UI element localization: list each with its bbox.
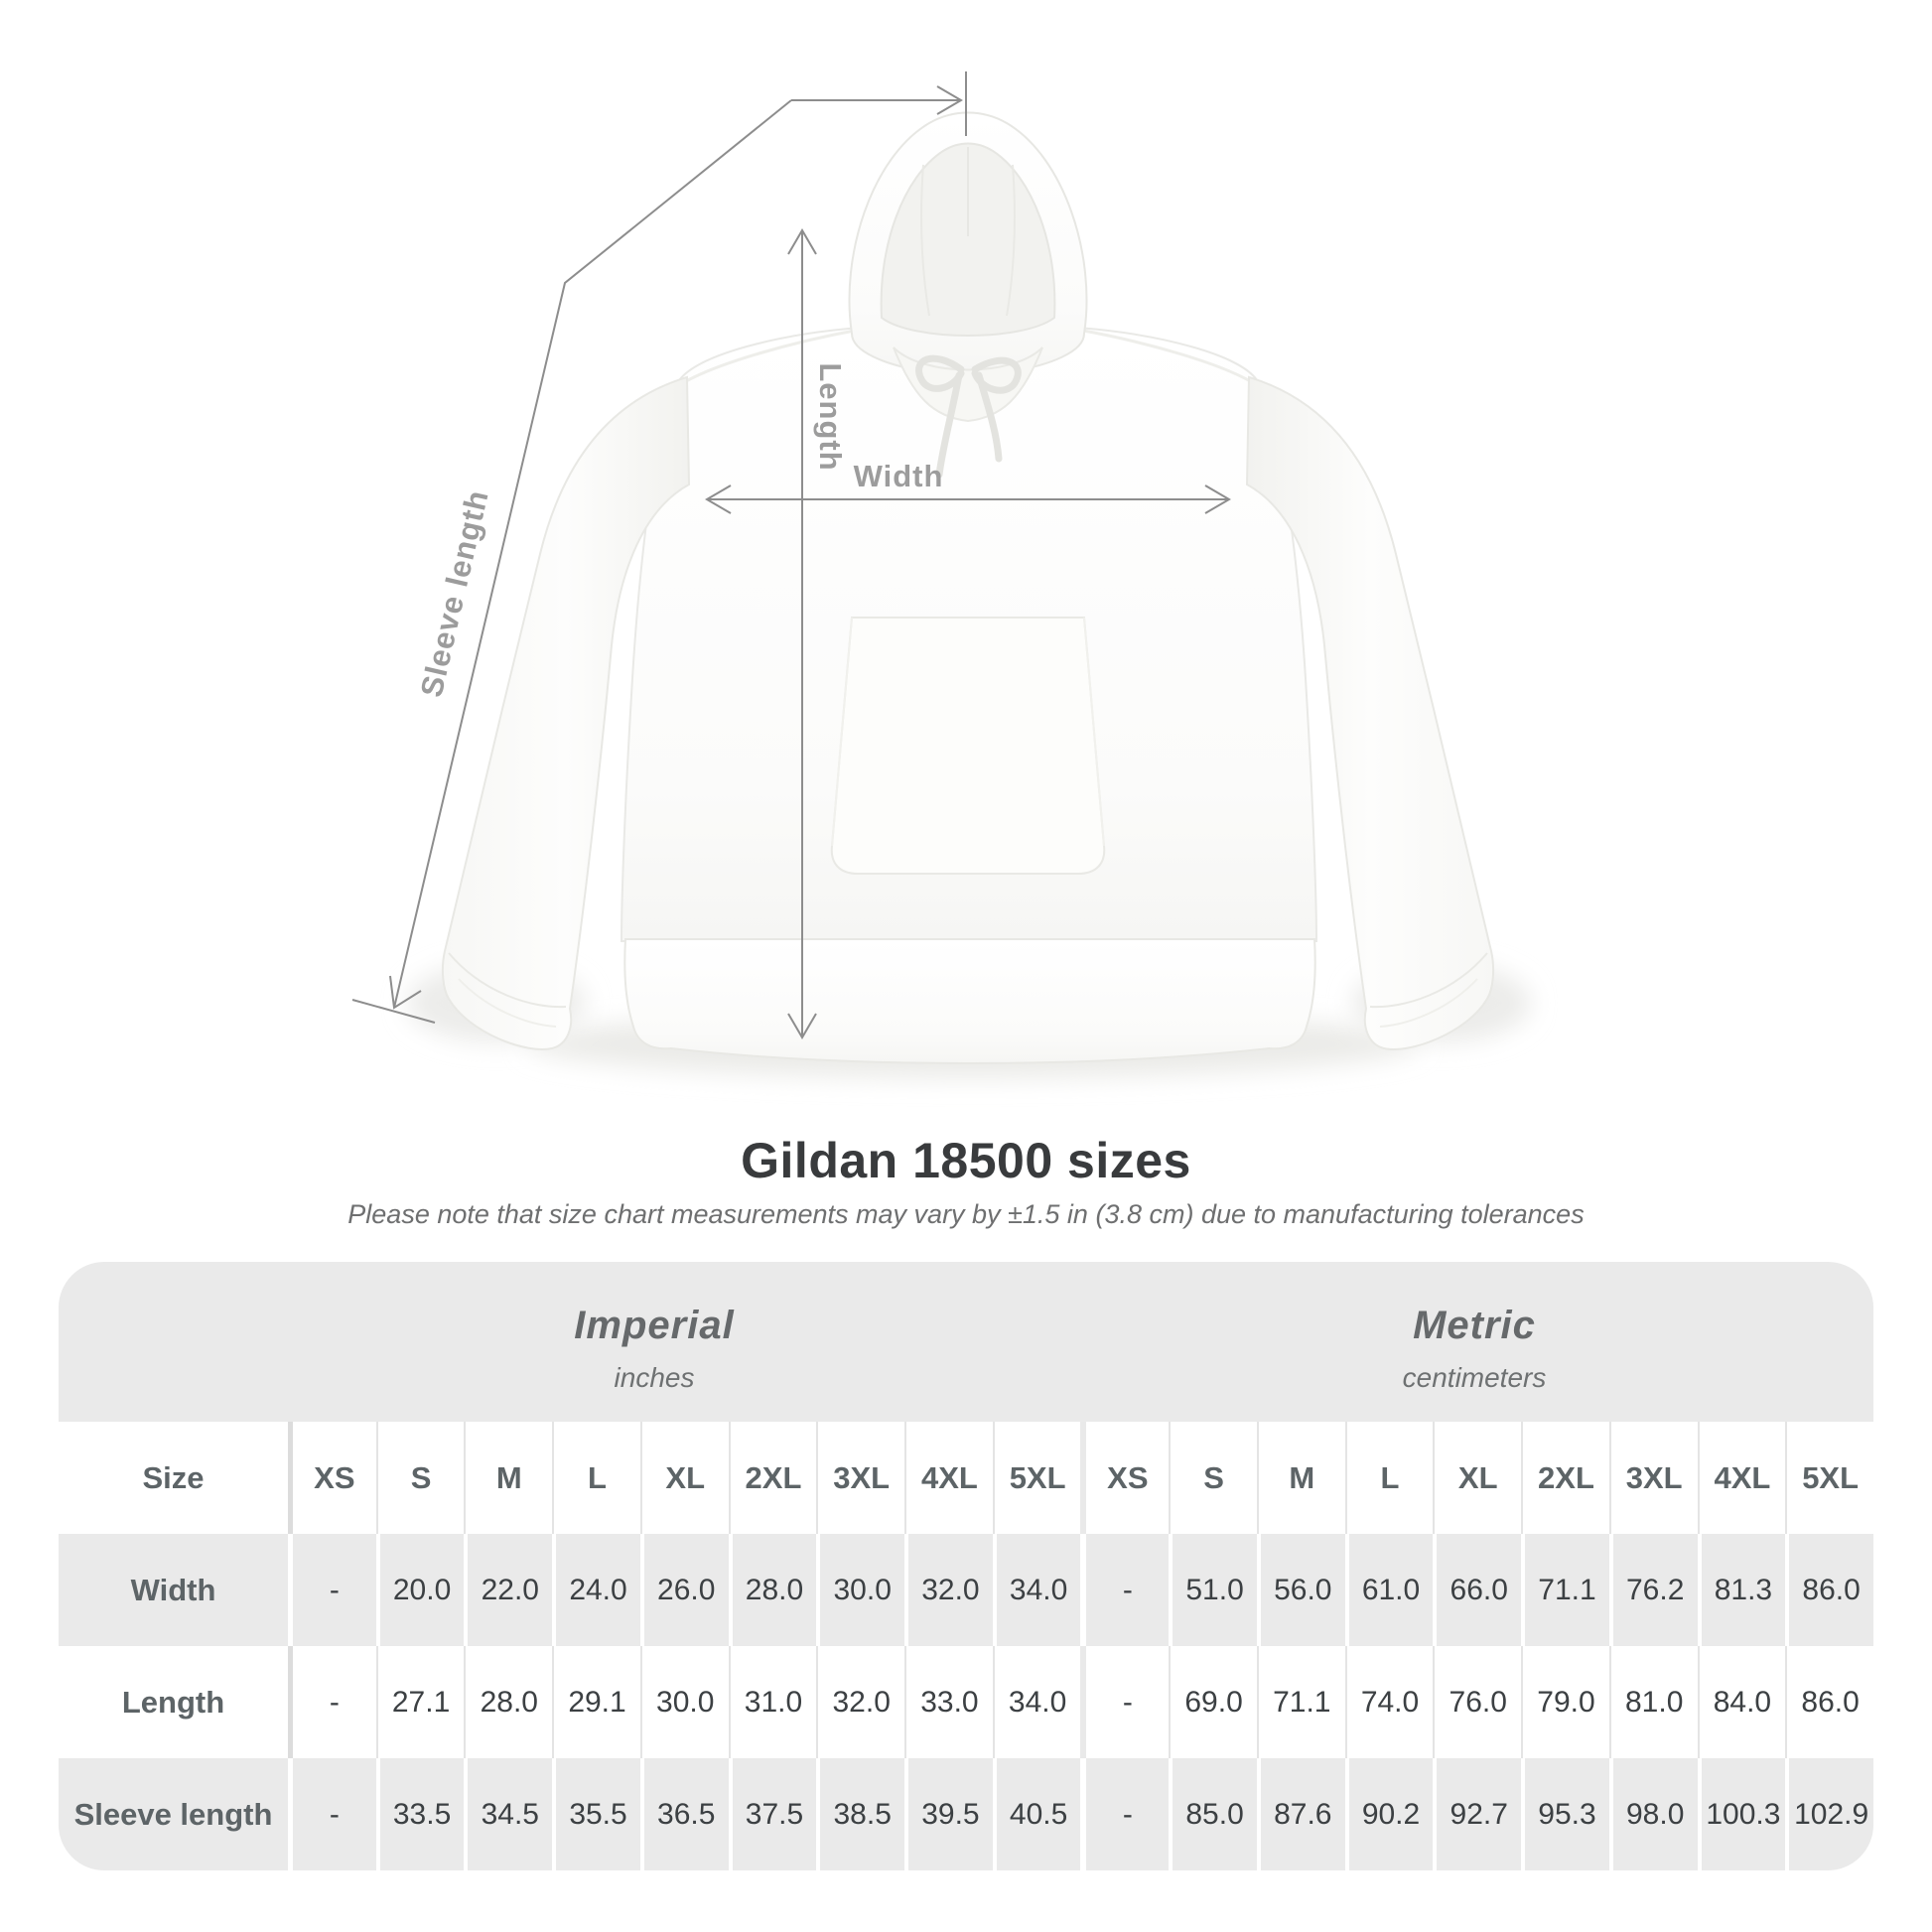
- value-metric-5xl: 86.0: [1785, 1646, 1873, 1758]
- value-imperial-xl: 26.0: [640, 1534, 729, 1646]
- metric-group-name: Metric: [1413, 1304, 1536, 1347]
- value-imperial-xl: 30.0: [640, 1646, 729, 1758]
- imperial-group-name: Imperial: [574, 1304, 735, 1347]
- size-header-imperial-5xl: 5XL: [993, 1422, 1081, 1534]
- value-imperial-m: 34.5: [464, 1758, 552, 1870]
- value-imperial-4xl: 32.0: [904, 1534, 993, 1646]
- value-imperial-l: 35.5: [552, 1758, 640, 1870]
- size-header-metric-m: M: [1257, 1422, 1345, 1534]
- value-metric-2xl: 71.1: [1521, 1534, 1609, 1646]
- size-header-metric-l: L: [1345, 1422, 1434, 1534]
- value-metric-xl: 76.0: [1433, 1646, 1521, 1758]
- value-imperial-2xl: 28.0: [729, 1534, 817, 1646]
- value-imperial-s: 33.5: [376, 1758, 465, 1870]
- value-metric-xl: 66.0: [1433, 1534, 1521, 1646]
- value-imperial-m: 28.0: [464, 1646, 552, 1758]
- size-header-imperial-3xl: 3XL: [816, 1422, 904, 1534]
- value-imperial-2xl: 37.5: [729, 1758, 817, 1870]
- value-imperial-s: 20.0: [376, 1534, 465, 1646]
- value-metric-3xl: 98.0: [1609, 1758, 1698, 1870]
- metric-group-unit: centimeters: [1402, 1362, 1547, 1393]
- length-measure-label: Length: [813, 362, 848, 472]
- value-imperial-l: 24.0: [552, 1534, 640, 1646]
- value-imperial-3xl: 30.0: [816, 1534, 904, 1646]
- value-imperial-3xl: 32.0: [816, 1646, 904, 1758]
- size-header-metric-5xl: 5XL: [1785, 1422, 1873, 1534]
- value-metric-5xl: 102.9: [1785, 1758, 1873, 1870]
- size-header-imperial-s: S: [376, 1422, 465, 1534]
- value-imperial-4xl: 39.5: [904, 1758, 993, 1870]
- value-imperial-s: 27.1: [376, 1646, 465, 1758]
- heading-block: [0, 1133, 1932, 1230]
- value-metric-xl: 92.7: [1433, 1758, 1521, 1870]
- value-imperial-5xl: 34.0: [993, 1534, 1081, 1646]
- value-metric-4xl: 84.0: [1698, 1646, 1786, 1758]
- value-metric-l: 74.0: [1345, 1646, 1434, 1758]
- value-metric-2xl: 95.3: [1521, 1758, 1609, 1870]
- value-imperial-2xl: 31.0: [729, 1646, 817, 1758]
- size-header-metric-3xl: 3XL: [1609, 1422, 1698, 1534]
- size-header-metric-s: S: [1169, 1422, 1257, 1534]
- value-metric-2xl: 79.0: [1521, 1646, 1609, 1758]
- hoodie-image: [407, 113, 1531, 1079]
- value-metric-s: 69.0: [1169, 1646, 1257, 1758]
- value-imperial-xs: -: [288, 1758, 376, 1870]
- value-imperial-5xl: 34.0: [993, 1646, 1081, 1758]
- metric-group-header: [1196, 1262, 1752, 1394]
- sleeve-length-measure-label: Sleeve length: [413, 485, 495, 701]
- size-header-metric-2xl: 2XL: [1521, 1422, 1609, 1534]
- value-metric-3xl: 81.0: [1609, 1646, 1698, 1758]
- size-header-imperial-xl: XL: [640, 1422, 729, 1534]
- value-metric-s: 85.0: [1169, 1758, 1257, 1870]
- size-header-metric-xl: XL: [1433, 1422, 1521, 1534]
- size-table: [59, 1262, 1873, 1870]
- row-label-width: Width: [59, 1534, 288, 1646]
- size-column-header: Size: [59, 1422, 288, 1534]
- tolerance-note: Please note that size chart measurements may vary by ±1.5 in (3.8 cm) due to manufacturing tolerances: [347, 1199, 1585, 1229]
- value-metric-xs: -: [1080, 1758, 1169, 1870]
- size-header-imperial-4xl: 4XL: [904, 1422, 993, 1534]
- page-title: Gildan 18500 sizes: [741, 1133, 1191, 1188]
- size-header-metric-xs: XS: [1080, 1422, 1169, 1534]
- value-imperial-l: 29.1: [552, 1646, 640, 1758]
- value-metric-3xl: 76.2: [1609, 1534, 1698, 1646]
- value-metric-l: 61.0: [1345, 1534, 1434, 1646]
- value-metric-m: 87.6: [1257, 1758, 1345, 1870]
- value-imperial-m: 22.0: [464, 1534, 552, 1646]
- size-header-imperial-l: L: [552, 1422, 640, 1534]
- value-metric-4xl: 100.3: [1698, 1758, 1786, 1870]
- row-label-length: Length: [59, 1646, 288, 1758]
- width-measure-label: Width: [853, 459, 944, 493]
- hoodie-pocket: [832, 618, 1105, 874]
- size-header-imperial-2xl: 2XL: [729, 1422, 817, 1534]
- value-imperial-xs: -: [288, 1534, 376, 1646]
- value-metric-s: 51.0: [1169, 1534, 1257, 1646]
- value-imperial-4xl: 33.0: [904, 1646, 993, 1758]
- value-metric-4xl: 81.3: [1698, 1534, 1786, 1646]
- value-imperial-xs: -: [288, 1646, 376, 1758]
- size-header-imperial-m: M: [464, 1422, 552, 1534]
- size-header-metric-4xl: 4XL: [1698, 1422, 1786, 1534]
- imperial-group-unit: inches: [614, 1362, 695, 1393]
- value-metric-l: 90.2: [1345, 1758, 1434, 1870]
- value-imperial-xl: 36.5: [640, 1758, 729, 1870]
- value-imperial-5xl: 40.5: [993, 1758, 1081, 1870]
- value-imperial-3xl: 38.5: [816, 1758, 904, 1870]
- hoodie-hem: [624, 939, 1314, 1063]
- size-header-imperial-xs: XS: [288, 1422, 376, 1534]
- value-metric-xs: -: [1080, 1534, 1169, 1646]
- row-label-sleeve-length: Sleeve length: [59, 1758, 288, 1870]
- value-metric-xs: -: [1080, 1646, 1169, 1758]
- value-metric-m: 71.1: [1257, 1646, 1345, 1758]
- imperial-group-header: [376, 1262, 932, 1394]
- value-metric-m: 56.0: [1257, 1534, 1345, 1646]
- unit-group-header: [59, 1262, 1873, 1422]
- value-metric-5xl: 86.0: [1785, 1534, 1873, 1646]
- size-table-grid: [59, 1422, 1873, 1870]
